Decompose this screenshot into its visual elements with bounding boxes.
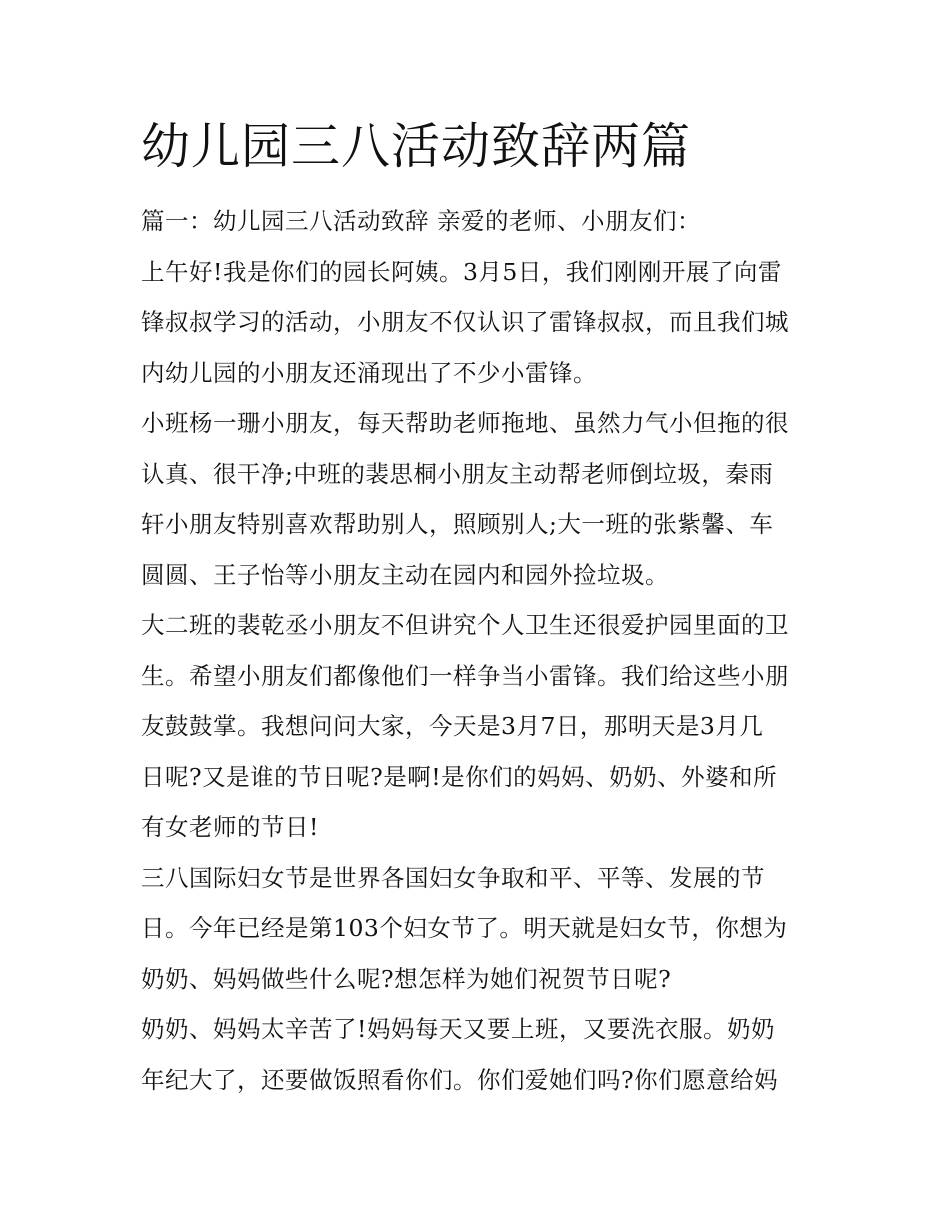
text-line: 奶奶、妈妈做些什么呢?想怎样为她们祝贺节日呢? [141, 964, 672, 993]
text-line: 日。今年已经是第103个妇女节了。明天就是妇女节，你想为 [141, 914, 788, 942]
text-line: 大二班的裴乾丞小朋友不但讲究个人卫生还很爱护园里面的卫 [141, 611, 789, 639]
text-line: 篇一：幼儿园三八活动致辞 亲爱的老师、小朋友们： [141, 207, 701, 235]
document-page [141, 112, 821, 1105]
text-line: 奶奶、妈妈太辛苦了!妈妈每天又要上班，又要洗衣服。奶奶 [141, 1015, 775, 1043]
document-body [141, 196, 821, 1105]
text-line: 有女老师的节日! [141, 813, 319, 841]
text-line: 友鼓鼓掌。我想问问大家，今天是3月7日，那明天是3月几 [141, 712, 764, 740]
text-line: 小班杨一珊小朋友，每天帮助老师拖地、虽然力气小但拖的很 [141, 409, 789, 437]
text-line: 生。希望小朋友们都像他们一样争当小雷锋。我们给这些小朋 [141, 661, 789, 690]
text-line: 上午好!我是你们的园长阿姨。3月5日，我们刚刚开展了向雷 [141, 257, 782, 286]
text-line: 圆圆、王子怡等小朋友主动在园内和园外捡垃圾。 [141, 560, 669, 589]
text-line: 三八国际妇女节是世界各国妇女争取和平、平等、发展的节 [141, 863, 765, 892]
text-line: 年纪大了，还要做饭照看你们。你们爱她们吗?你们愿意给妈 [141, 1065, 779, 1094]
text-line: 认真、很干净;中班的裴思桐小朋友主动帮老师倒垃圾，秦雨 [141, 459, 774, 488]
text-line: 日呢?又是谁的节日呢?是啊!是你们的妈妈、奶奶、外婆和所 [141, 762, 778, 791]
text-line: 轩小朋友特别喜欢帮助别人，照顾别人;大一班的张紫馨、车 [141, 510, 774, 538]
text-line: 锋叔叔学习的活动，小朋友不仅认识了雷锋叔叔，而且我们城 [141, 308, 789, 336]
document-title: 幼儿园三八活动致辞两篇 [141, 118, 692, 175]
text-line: 内幼儿园的小朋友还涌现出了不少小雷锋。 [141, 358, 597, 387]
